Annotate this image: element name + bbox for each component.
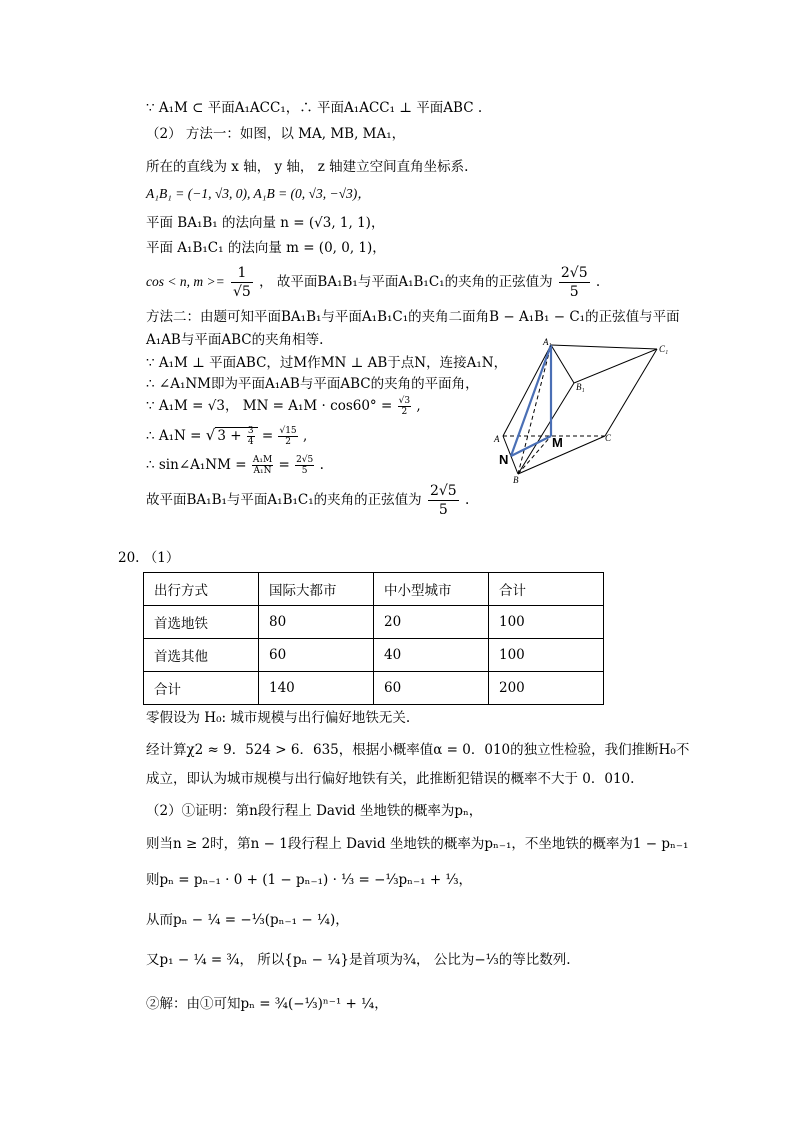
part2-solution: ②解：由①可知pₙ = ¾(−⅓)ⁿ⁻¹ + ¼，: [146, 996, 388, 1012]
table-cell: 首选其他: [144, 639, 259, 672]
method2-line-c: ∵ A₁M ⊥ 平面ABC，过M作MN ⊥ AB于点N，连接A₁N，: [146, 355, 508, 371]
table-cell: 40: [374, 639, 489, 672]
method2-line-f: ∴ A₁N = √ 3 + $\frac{3}{4}$ = $\frac{√15}{2}$ ,: [146, 426, 308, 447]
label-b1: B₁: [576, 382, 585, 392]
frac-cos: $\frac{1}{√5}$: [233, 265, 251, 300]
edge-b1c1: [574, 349, 657, 383]
edge-bm: [518, 436, 551, 474]
conclusion-line: 成立，即认为城市规模与出行偏好地铁有关，此推断犯错误的概率不大于 0．010.: [146, 771, 635, 787]
edge-a1b: [518, 345, 551, 474]
frac-answer-1: $\frac{2√5}{5}$: [560, 265, 588, 300]
cos-expr: cos < n, m >=: [146, 274, 225, 289]
table-cell: 合计: [489, 573, 604, 606]
part2-transform: 从而pₙ − ¼ = −⅓(pₙ₋₁ − ¼)，: [146, 912, 349, 928]
table-cell: 80: [259, 606, 374, 639]
line-4: A₁B₁ = (−1, √3, 0), A₁B = (0, √3, −√3)，: [146, 186, 371, 201]
table-row: [144, 606, 604, 639]
line-3: 所在的直线为 x 轴， y 轴， z 轴建立空间直角坐标系.: [146, 159, 469, 175]
part2-recurrence-a: 则当n ≥ 2时，第n − 1段行程上 David 坐地铁的概率为pₙ₋₁，不坐地铁的概率为1 − pₙ₋₁: [146, 836, 689, 852]
edge-c1c: [605, 349, 657, 436]
part2-proof: （2）①证明：第n段行程上 David 坐地铁的概率为pₙ，: [146, 803, 483, 819]
table-cell: 出行方式: [144, 573, 259, 606]
line-2: （2） 方法一：如图，以 MA, MB, MA₁，: [146, 126, 406, 142]
frac-a1n: $\frac{√15}{2}$: [279, 426, 297, 447]
table-cell: 首选地铁: [144, 606, 259, 639]
question-20: 20. （1）: [118, 550, 180, 566]
table-row: [144, 672, 604, 705]
label-n: N: [499, 452, 509, 467]
part2-geometric: 又p₁ − ¼ = ¾， 所以{pₙ − ¼}是首项为¾， 公比为−⅓的等比数列.: [146, 952, 571, 968]
frac-answer-2: $\frac{2√5}{5}$: [429, 483, 457, 518]
line-5: 平面 BA₁B₁ 的法向量 n = (√3, 1, 1)，: [146, 215, 385, 231]
table-cell: 合计: [144, 672, 259, 705]
frac-inner: $\frac{3}{4}$: [247, 426, 254, 447]
edge-a1b1: [551, 345, 574, 383]
line-6: 平面 A₁B₁C₁ 的法向量 m = (0, 0, 1)，: [146, 240, 386, 256]
table-cell: 100: [489, 606, 604, 639]
table-cell: 国际大都市: [259, 573, 374, 606]
line-7: cos < n, m >= $\frac{1}{√5}$ ， 故平面BA₁B₁与平面A₁B₁C₁的夹角的正弦值为 $\frac{2√5}{5}$ .: [146, 265, 601, 300]
method2-line-a: 方法二：由题可知平面BA₁B₁与平面A₁B₁C₁的夹角二面角B − A₁B₁ − C₁的正弦值与平面: [146, 309, 680, 325]
method2-line-e: ∵ A₁M = √3， MN = A₁M · cos60° = $\frac{√3}{2}$ ,: [146, 396, 421, 417]
contingency-table: [143, 572, 604, 705]
table-cell: 20: [374, 606, 489, 639]
frac-mn: $\frac{√3}{2}$: [398, 396, 411, 417]
method2-line-d: ∴ ∠A₁NM即为平面A₁AB与平面ABC的夹角的平面角，: [146, 376, 479, 392]
label-b: B: [513, 475, 519, 485]
label-c1: C₁: [659, 344, 669, 354]
edge-b1b: [518, 383, 574, 474]
label-a: A: [494, 434, 500, 444]
table-cell: 60: [374, 672, 489, 705]
edge-a1c1: [551, 345, 657, 349]
line-1: ∵ A₁M ⊂ 平面A₁ACC₁，∴ 平面A₁ACC₁ ⊥ 平面ABC .: [146, 100, 483, 116]
table-header-row: [144, 573, 604, 606]
table-cell: 100: [489, 639, 604, 672]
label-c: C: [605, 433, 612, 443]
null-hypothesis: 零假设为 H₀: 城市规模与出行偏好地铁无关.: [146, 710, 411, 726]
method2-line-g: ∴ sin∠A₁NM = $\frac{\text{A₁M}}{\text{A₁N}}$ = $\frac{2√5}{5}$ .: [146, 455, 324, 476]
part2-recurrence-b: 则pₙ = pₙ₋₁ · 0 + (1 − pₙ₋₁) · ⅓ = −⅓pₙ₋₁ + ⅓，: [146, 872, 473, 888]
prism-figure: [494, 335, 669, 485]
table-cell: 140: [259, 672, 374, 705]
chi-square-line: 经计算χ2 ≈ 9．524 > 6．635，根据小概率值α = 0．010的独立性检验，我们推断H₀不: [146, 742, 690, 758]
frac-sin: $\frac{2√5}{5}$: [296, 455, 314, 476]
edge-a1a: [503, 345, 551, 436]
label-a1: A₁: [543, 337, 552, 347]
table-cell: 中小型城市: [374, 573, 489, 606]
method2-conclusion: 故平面BA₁B₁与平面A₁B₁C₁的夹角的正弦值为 $\frac{2√5}{5}$ .: [146, 483, 470, 518]
frac-ratio: $\frac{\text{A₁M}}{\text{A₁N}}$: [252, 455, 273, 476]
line-7-text: ， 故平面BA₁B₁与平面A₁B₁C₁的夹角的正弦值为: [259, 274, 553, 290]
label-m: M: [552, 435, 563, 450]
table-row: [144, 639, 604, 672]
table-cell: 200: [489, 672, 604, 705]
table-cell: 60: [259, 639, 374, 672]
method2-line-b: A₁AB与平面ABC的夹角相等.: [146, 332, 324, 348]
